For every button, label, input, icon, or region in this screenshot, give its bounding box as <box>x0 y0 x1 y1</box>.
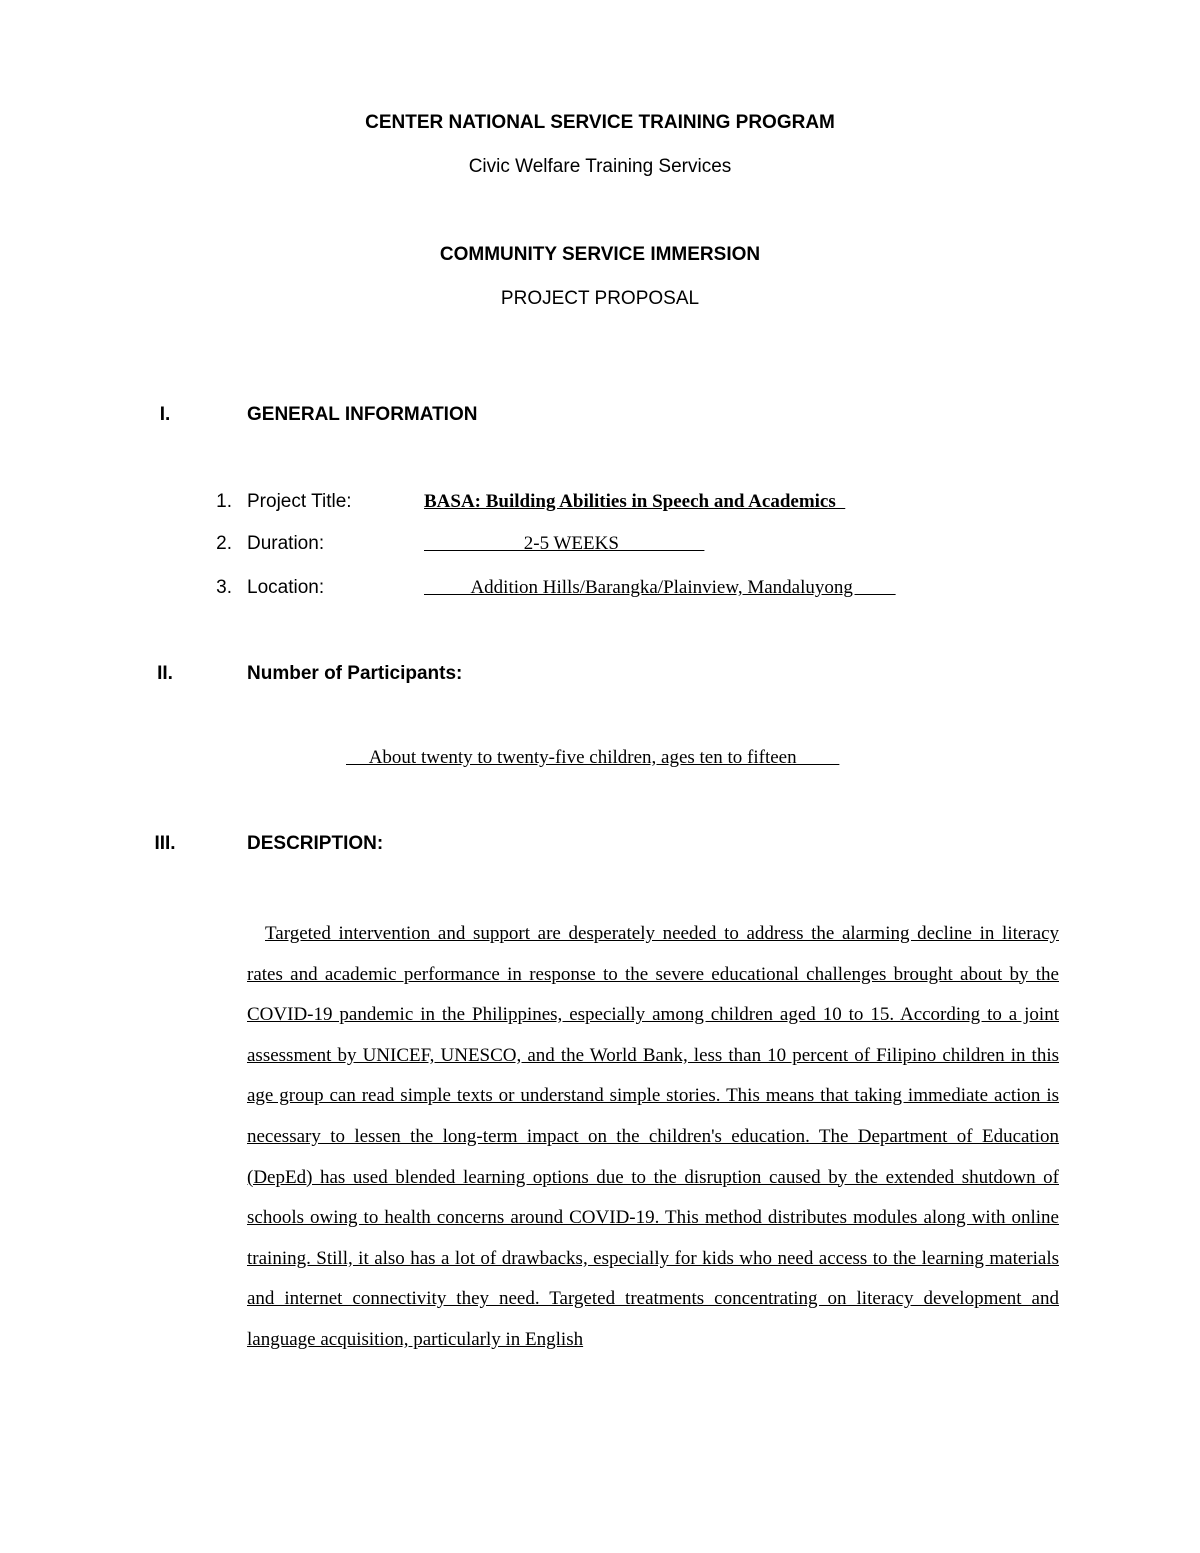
section-numeral-description: III. <box>154 833 176 854</box>
item-value-project-title: BASA: Building Abilities in Speech and Academics <box>424 491 846 512</box>
program-subtitle: Civic Welfare Training Services <box>468 156 732 177</box>
section-heading-participants: Number of Participants: <box>247 663 463 684</box>
section-numeral-participants: II. <box>157 663 173 684</box>
immersion-title: COMMUNITY SERVICE IMMERSION <box>439 244 761 265</box>
document-type: PROJECT PROPOSAL <box>500 288 700 309</box>
item-value-location: Addition Hills/Barangka/Plainview, Mandaluyong <box>424 577 896 598</box>
item-number-duration: 2. <box>216 533 232 554</box>
item-number-project-title: 1. <box>216 491 232 512</box>
item-number-location: 3. <box>216 577 232 598</box>
item-value-duration: 2-5 WEEKS <box>424 533 705 554</box>
program-title: CENTER NATIONAL SERVICE TRAINING PROGRAM <box>365 112 835 133</box>
item-label-location: Location: <box>247 577 325 598</box>
section-heading-general: GENERAL INFORMATION <box>247 404 478 425</box>
section-heading-description: DESCRIPTION: <box>247 833 384 854</box>
section-numeral-general: I. <box>159 404 171 425</box>
participants-value: About twenty to twenty-five children, ages ten to fifteen <box>346 747 840 768</box>
item-label-duration: Duration: <box>247 533 325 554</box>
item-label-project-title: Project Title: <box>247 491 352 512</box>
description-body: Targeted intervention and support are desperately needed to address the alarming decline in literacy rates and academic performance in response to the severe educational challenges brought about by the COVID-19 pandemic in the Philippines, especially among children aged 10 to 15. According to a joint assessment by UNICEF, UNESCO, and the World Bank, less than 10 percent of Filipino children in this age group can read simple texts or understand simple stories. This means that taking immediate action is necessary to lessen the long-term impact on the children's education. The Department of Education (DepEd) has used blended learning options due to the disruption caused by the extended shutdown of schools owing to health concerns around COVID-19. This method distributes modules along with online training. Still, it also has a lot of drawbacks, especially for kids who need access to the learning materials and internet connectivity they need. Targeted treatments concentrating on literacy development and language acquisition, particularly in English <box>247 923 1059 1350</box>
